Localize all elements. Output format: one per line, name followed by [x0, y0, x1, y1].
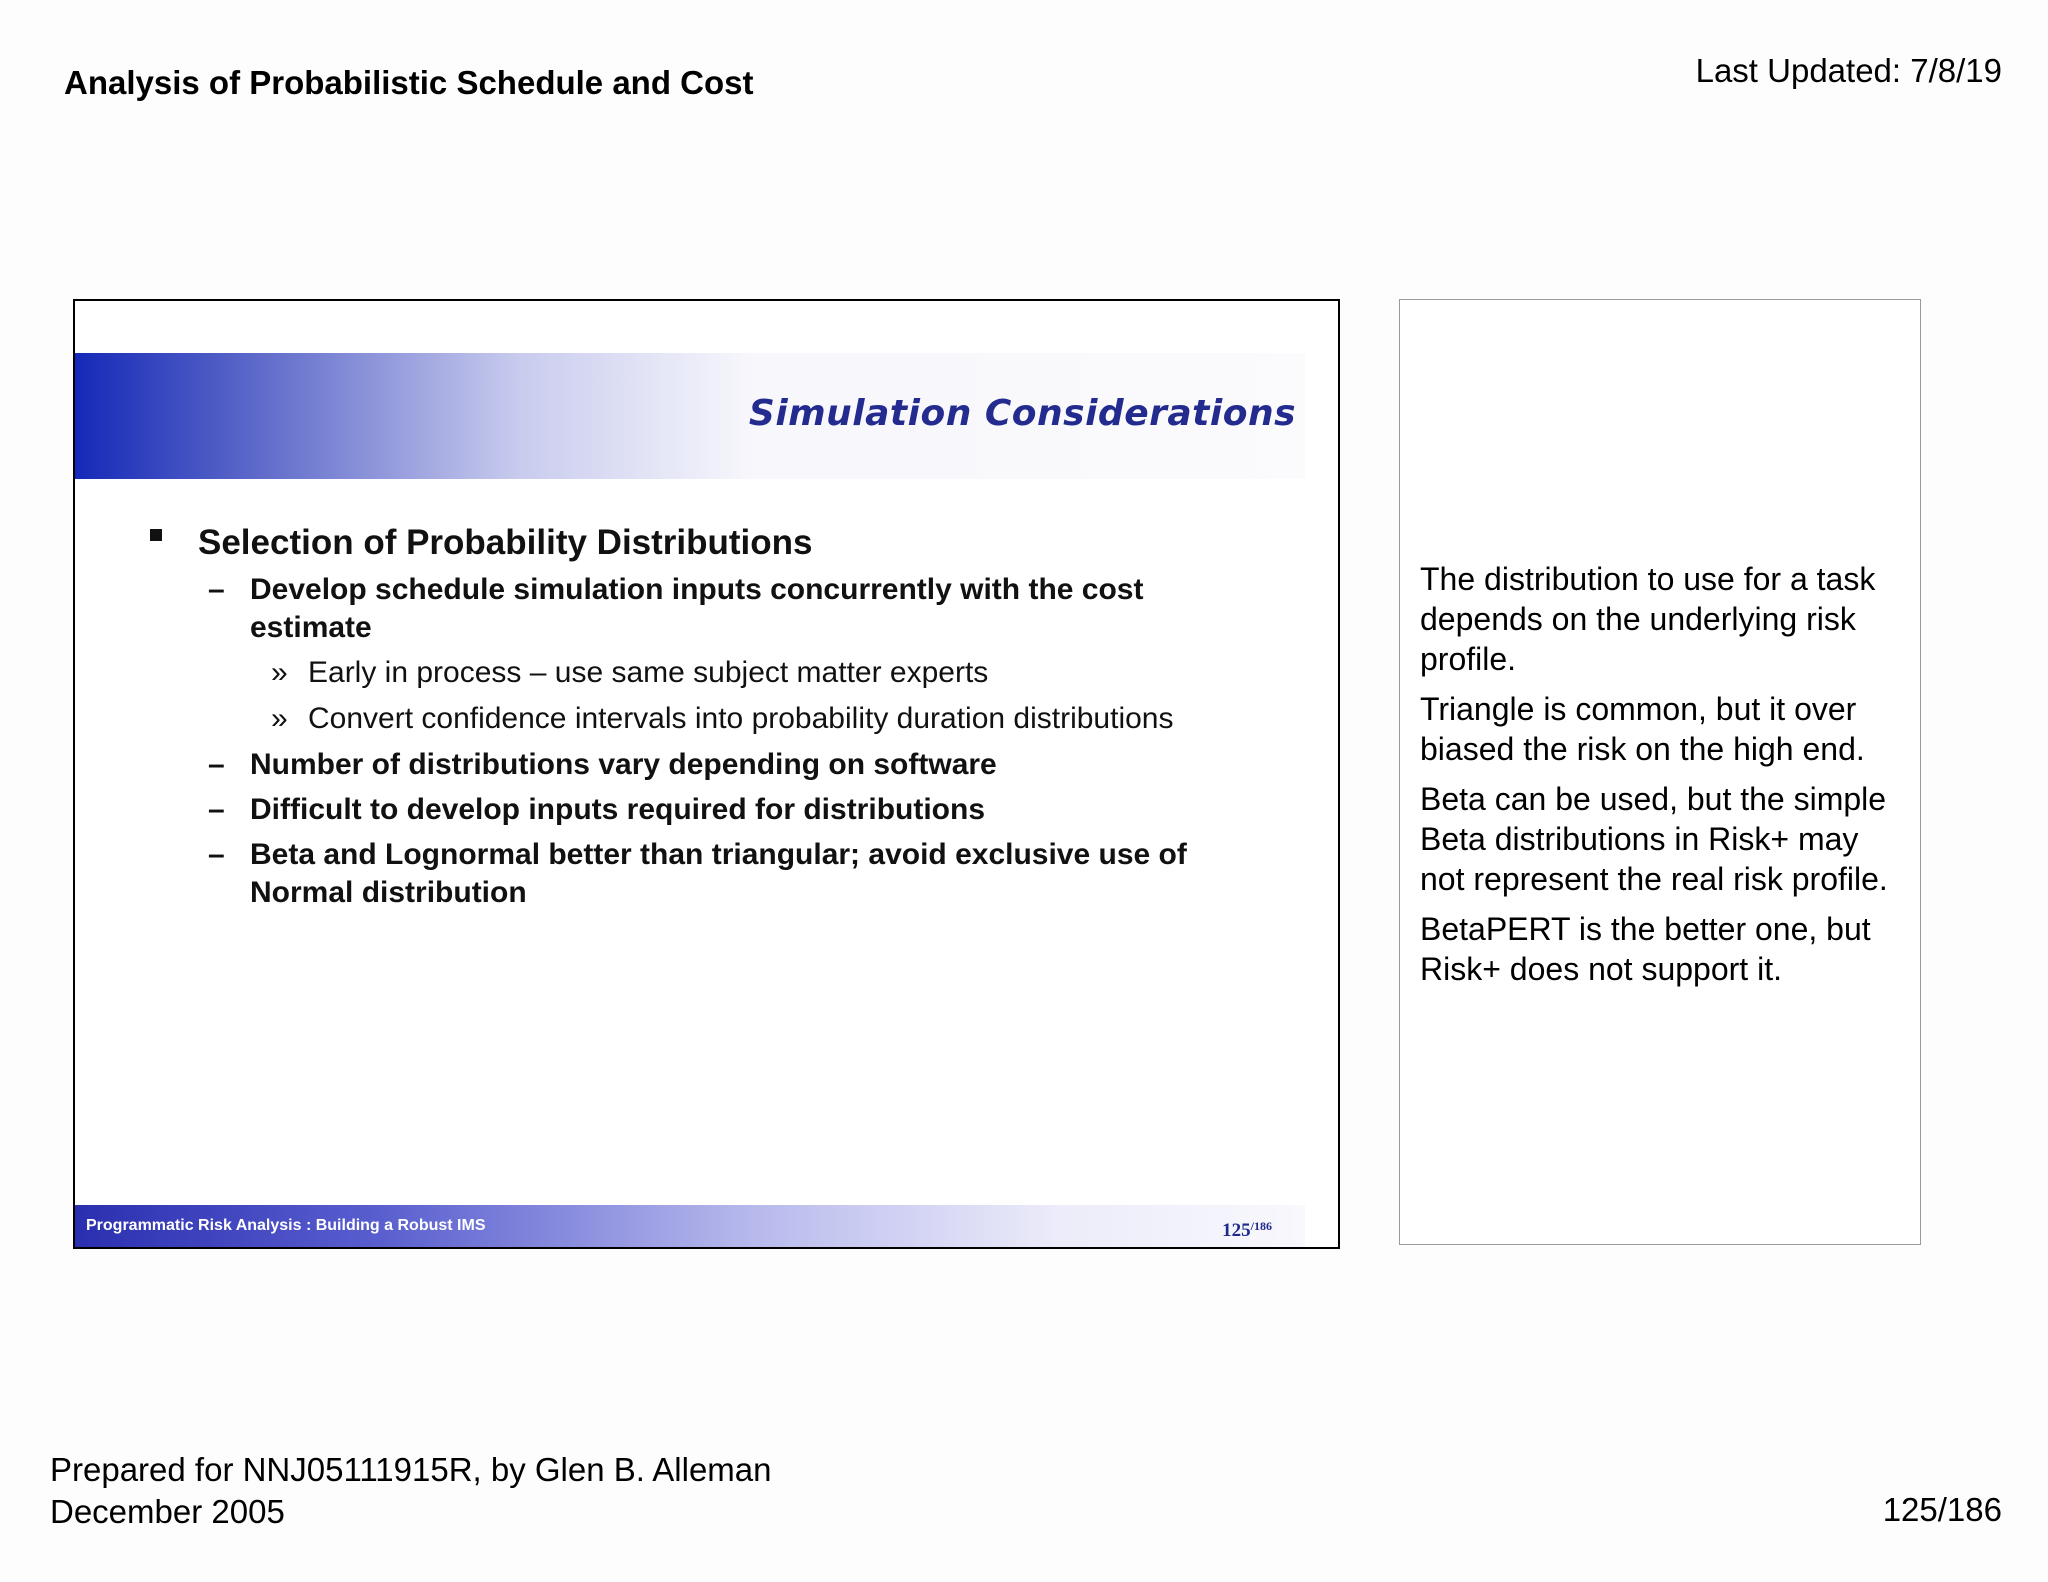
slide-title: Simulation Considerations	[748, 393, 1296, 434]
note-paragraph: The distribution to use for a task depends on the underlying risk profile.	[1420, 561, 1876, 677]
footer-prepared-block	[50, 1449, 772, 1533]
footer-date: December 2005	[50, 1493, 285, 1530]
slide-body	[150, 521, 1290, 919]
footer-page-number: 125/186	[1882, 1491, 2002, 1528]
slide-page-number	[1222, 1219, 1272, 1242]
slide-page-current: 125	[1222, 1220, 1251, 1241]
bullet-level2	[150, 791, 1250, 829]
page-title: Analysis of Probabilistic Schedule and Cost	[64, 64, 754, 101]
note-paragraph: BetaPERT is the better one, but Risk+ does not support it.	[1420, 911, 1871, 987]
slide-footer-bar	[75, 1205, 1305, 1247]
footer-prepared-line: Prepared for NNJ05111915R, by Glen B. Alleman	[50, 1451, 772, 1488]
slide-footer-text: Programmatic Risk Analysis : Building a Robust IMS	[86, 1217, 486, 1234]
bullet-text: Convert confidence intervals into probability duration distributions	[308, 702, 1174, 735]
bullet-text: Selection of Probability Distributions	[198, 523, 813, 562]
bullet-level2	[150, 571, 1250, 647]
notes-body	[1420, 559, 1910, 999]
bullet-text: Difficult to develop inputs required for distributions	[250, 793, 985, 826]
bullet-text: Beta and Lognormal better than triangular; avoid exclusive use of Normal distribution	[250, 838, 1187, 909]
bullet-text: Early in process – use same subject matter experts	[308, 656, 989, 689]
dash-bullet-icon: –	[208, 748, 225, 781]
note-paragraph: Triangle is common, but it over biased the risk on the high end.	[1420, 691, 1865, 767]
bullet-level1	[150, 521, 1290, 565]
bullet-level3	[150, 654, 1290, 692]
note-paragraph: Beta can be used, but the simple Beta distributions in Risk+ may not represent the real risk profile.	[1420, 781, 1888, 897]
notes-panel	[1399, 299, 1921, 1245]
chevron-bullet-icon: »	[271, 702, 288, 735]
chevron-bullet-icon: »	[271, 656, 288, 689]
last-updated: Last Updated: 7/8/19	[1695, 52, 2002, 89]
dash-bullet-icon: –	[208, 573, 225, 606]
bullet-level2	[150, 836, 1250, 912]
bullet-text: Develop schedule simulation inputs concurrently with the cost estimate	[250, 573, 1144, 644]
bullet-level2	[150, 746, 1250, 784]
bullet-text: Number of distributions vary depending on software	[250, 748, 997, 781]
slide-page-total: /186	[1250, 1219, 1272, 1233]
square-bullet-icon	[150, 529, 162, 541]
slide-image	[73, 299, 1340, 1249]
bullet-level3	[150, 700, 1290, 738]
dash-bullet-icon: –	[208, 838, 225, 871]
dash-bullet-icon: –	[208, 793, 225, 826]
